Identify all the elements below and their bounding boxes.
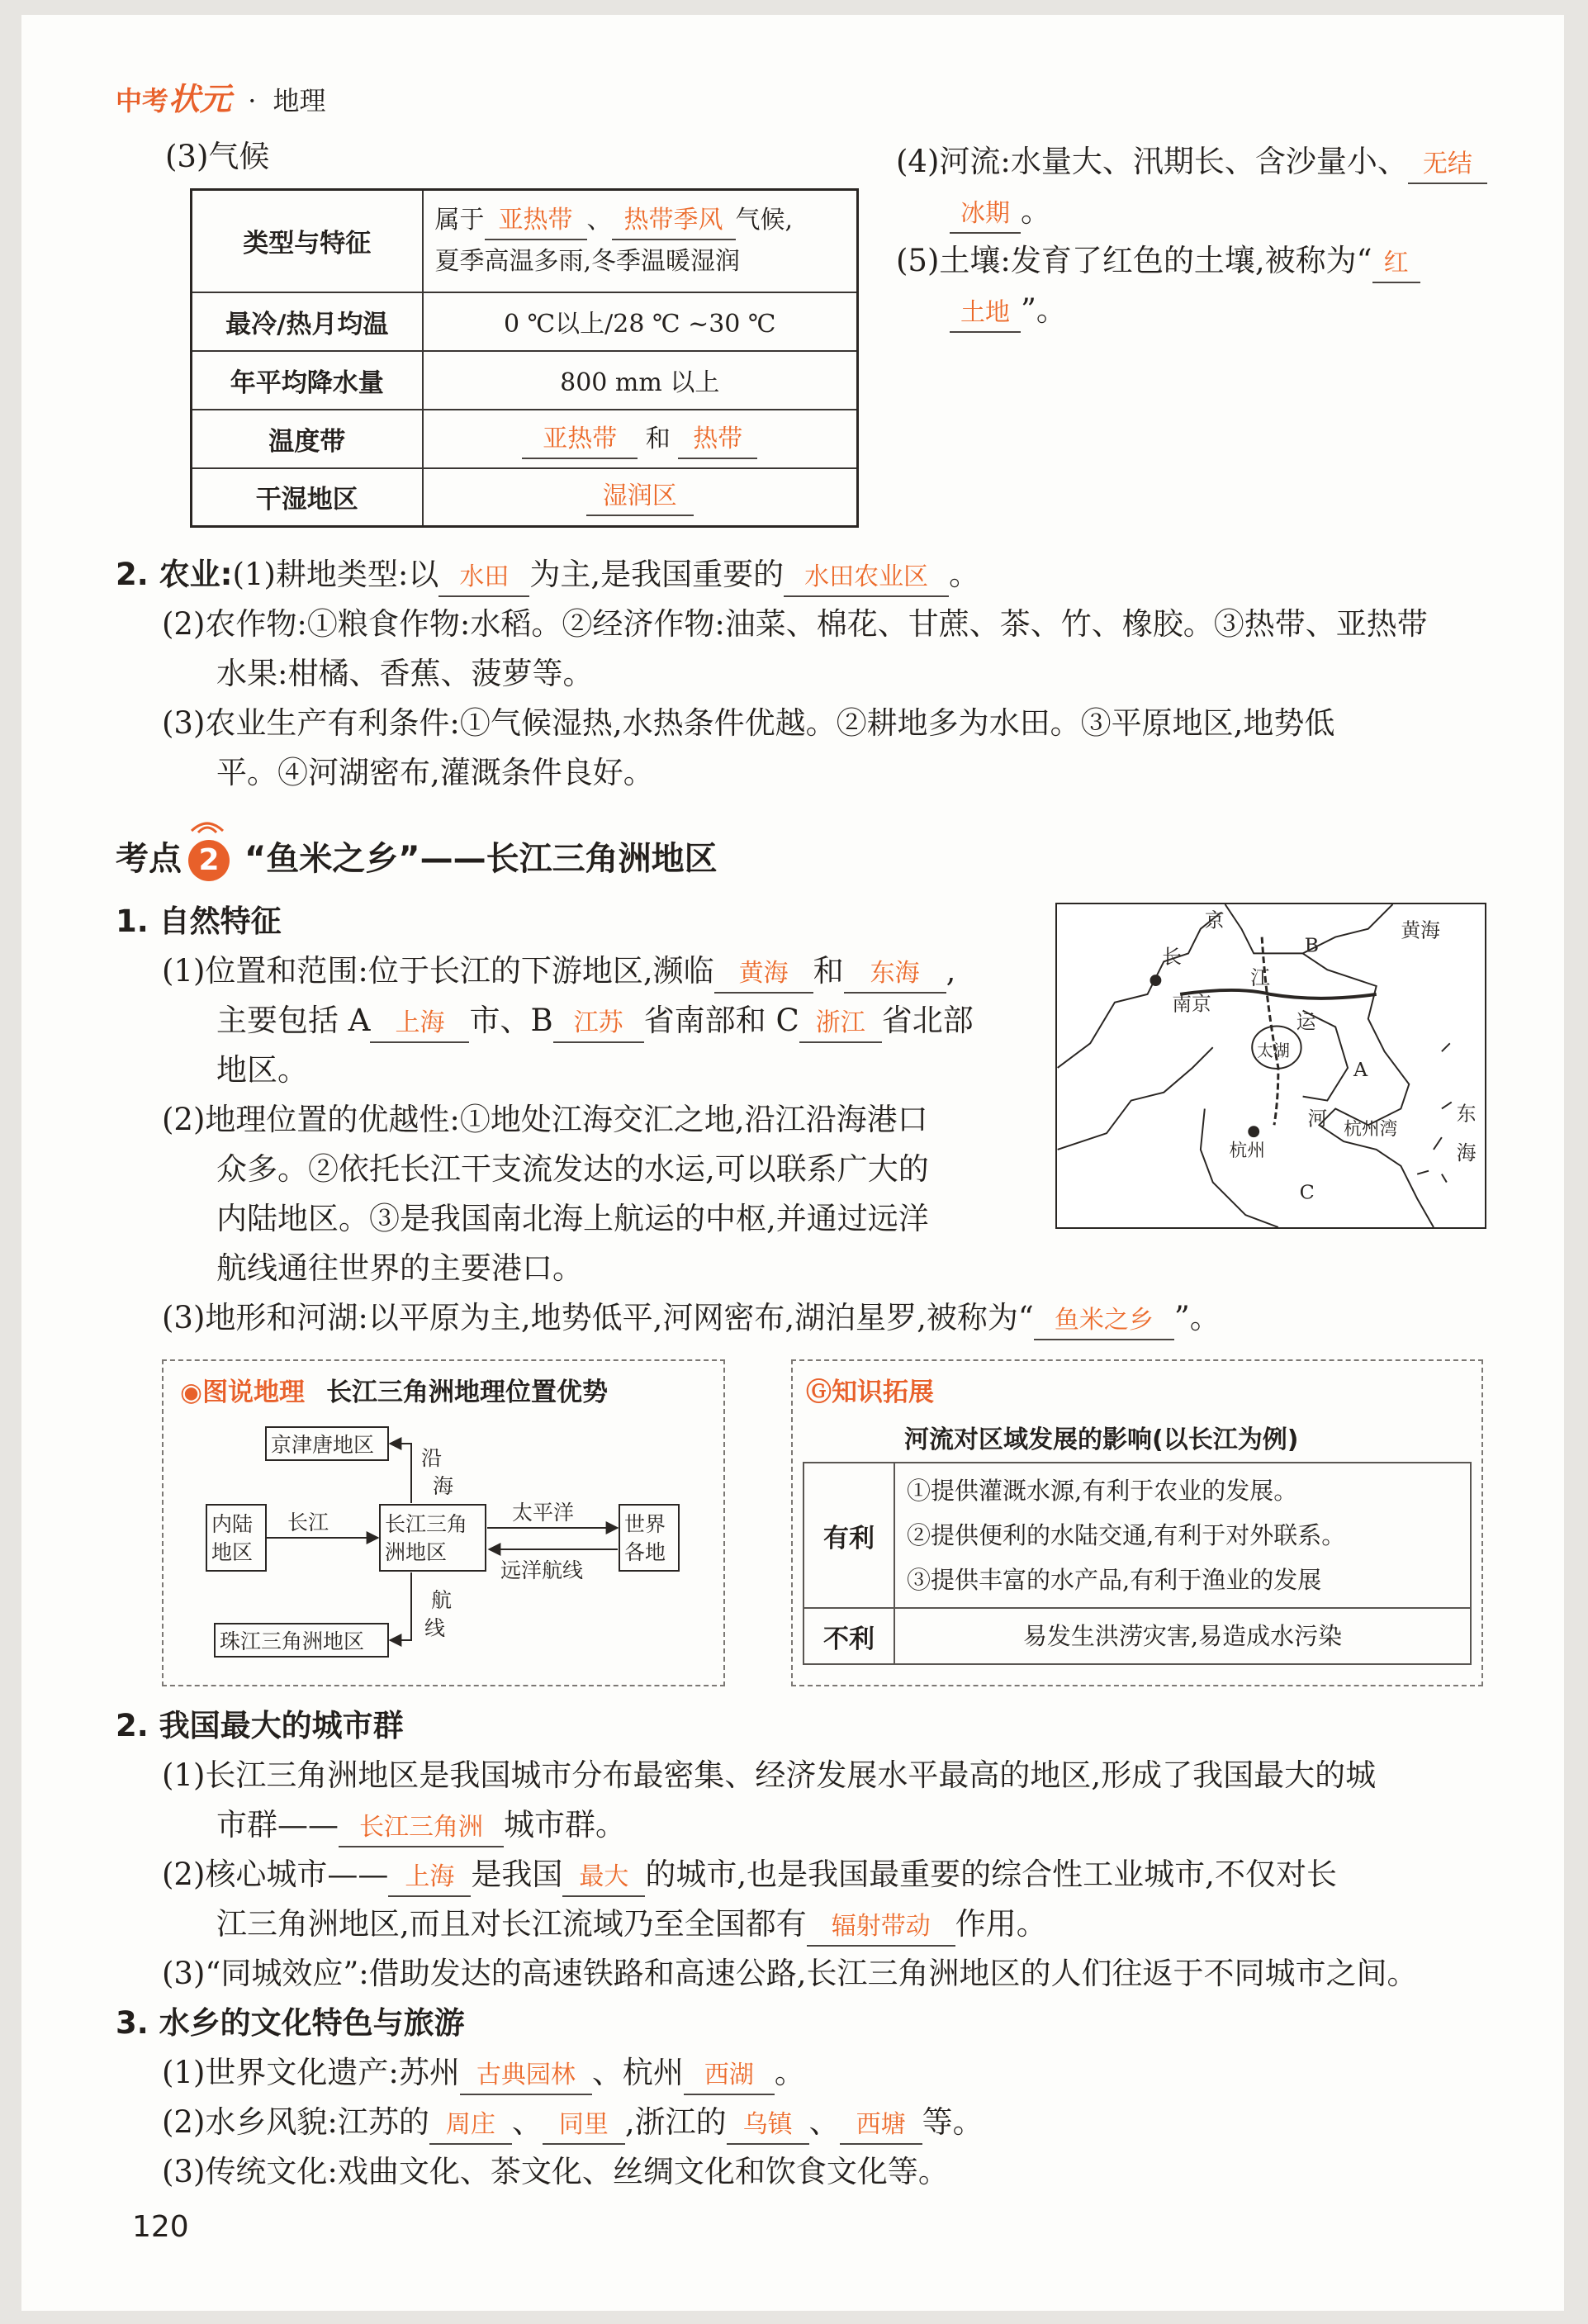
page-header bbox=[116, 79, 326, 121]
node-label: 长江三角 bbox=[385, 1512, 468, 1536]
table-key: 年平均降水量 bbox=[192, 351, 423, 410]
climate-label: (3)气候 bbox=[165, 139, 270, 174]
text: ,浙江的 bbox=[624, 2104, 727, 2140]
table-row bbox=[192, 292, 858, 351]
city-line-1: (1)长江三角洲地区是我国城市分布最密集、经济发展水平最高的地区,形成了我国最大的城 bbox=[162, 1757, 1377, 1793]
text: 的城市,也是我国最重要的综合性工业城市,不仅对长 bbox=[645, 1857, 1337, 1892]
map-label: B bbox=[1304, 933, 1320, 957]
map-label: 杭州湾 bbox=[1344, 1119, 1398, 1141]
brand-text: 中考 bbox=[116, 85, 169, 116]
subject-label: 地理 bbox=[273, 85, 326, 116]
table-value: 易发生洪涝灾害,易造成水污染 bbox=[894, 1608, 1471, 1664]
header-dot: · bbox=[248, 85, 257, 116]
table-key: 最冷/热月均温 bbox=[192, 292, 423, 351]
text: (1)世界文化遗产:苏州 bbox=[162, 2055, 460, 2090]
text: 、 bbox=[511, 2104, 543, 2140]
answer-blank: 上海 bbox=[388, 1859, 471, 1897]
table-key: 不利 bbox=[803, 1608, 894, 1664]
hangzhou-marker bbox=[1249, 1126, 1259, 1136]
text: (4)河流:水量大、汛期长、含沙量小、 bbox=[896, 144, 1408, 179]
nature-line-6: 内陆地区。③是我国南北海上航运的中枢,并通过远洋 bbox=[216, 1201, 929, 1236]
culture-line-2 bbox=[162, 2098, 984, 2147]
answer-blank: 黄海 bbox=[714, 956, 813, 994]
table-key: 温度带 bbox=[192, 410, 423, 468]
table-value bbox=[423, 190, 858, 292]
text: (1)耕地类型:以 bbox=[232, 557, 439, 592]
culture-title: 3. 水乡的文化特色与旅游 bbox=[116, 2005, 465, 2041]
map-label: 东 bbox=[1456, 1102, 1477, 1126]
city-line-2 bbox=[216, 1800, 626, 1850]
nature-line-5: 众多。②依托长江干支流发达的水运,可以联系广大的 bbox=[216, 1151, 929, 1187]
text: ”。 bbox=[1173, 1300, 1221, 1335]
map-label: 黄海 bbox=[1401, 918, 1440, 942]
province-border bbox=[1058, 913, 1221, 1068]
islands bbox=[1417, 1043, 1452, 1182]
answer-blank: 浙江 bbox=[799, 1005, 882, 1043]
city-title: 2. 我国最大的城市群 bbox=[116, 1708, 404, 1743]
answer-blank: 乌镇 bbox=[727, 2107, 809, 2145]
text: 属于 bbox=[434, 205, 485, 235]
answer-blank: 亚热带 bbox=[485, 202, 587, 240]
table-value bbox=[894, 1463, 1471, 1608]
map-label: 河 bbox=[1307, 1107, 1328, 1131]
extension-title: 河流对区域发展的影响(以长江为例) bbox=[904, 1425, 1299, 1454]
table-value: 800 mm 以上 bbox=[423, 351, 858, 410]
nature-line-4: (2)地理位置的优越性:①地处江海交汇之地,沿江沿海港口 bbox=[162, 1102, 928, 1137]
agri-line-5: 平。④河湖密布,灌溉条件良好。 bbox=[216, 755, 654, 790]
list-item: ②提供便利的水陆交通,有利于对外联系。 bbox=[907, 1521, 1346, 1549]
map-label: 太湖 bbox=[1257, 1041, 1290, 1061]
answer-blank: 辐射带动 bbox=[807, 1909, 955, 1947]
nature-line-8 bbox=[162, 1293, 1221, 1343]
map-label: 京 bbox=[1204, 908, 1225, 932]
text: (5)土壤:发育了红色的土壤,被称为“ bbox=[896, 243, 1372, 278]
answer-blank: 江苏 bbox=[553, 1005, 644, 1043]
map-svg bbox=[1057, 904, 1485, 1227]
kaodian-number: 2 bbox=[188, 840, 230, 881]
nature-line-2 bbox=[216, 996, 974, 1046]
map-label: 江 bbox=[1250, 966, 1271, 990]
edge-label: 航 bbox=[431, 1588, 453, 1612]
map-label: 海 bbox=[1456, 1141, 1477, 1164]
province-border bbox=[1201, 1108, 1278, 1227]
text: 和 bbox=[645, 424, 671, 453]
text: 、 bbox=[808, 2104, 840, 2140]
culture-line-3: (3)传统文化:戏曲文化、茶文化、丝绸文化和饮食文化等。 bbox=[162, 2154, 949, 2189]
nature-title: 1. 自然特征 bbox=[116, 904, 282, 939]
text: 和 bbox=[813, 953, 844, 989]
node-label: 各地 bbox=[624, 1540, 666, 1564]
answer-blank: 热带季风 bbox=[612, 202, 736, 240]
answer-blank: 鱼米之乡 bbox=[1034, 1302, 1174, 1340]
table-row bbox=[192, 351, 858, 410]
table-row bbox=[192, 410, 858, 468]
signal-icon bbox=[187, 814, 228, 834]
edge-label: 长江 bbox=[287, 1511, 329, 1534]
text: 为主,是我国重要的 bbox=[529, 557, 785, 592]
answer-blank: 周庄 bbox=[429, 2107, 512, 2145]
kaodian-heading bbox=[116, 834, 718, 884]
answer-blank: 亚热带 bbox=[522, 421, 638, 459]
climate-table bbox=[190, 188, 859, 528]
node-label: 地区 bbox=[211, 1540, 254, 1564]
answer-blank: 东海 bbox=[844, 956, 946, 994]
edge-label: 远洋航线 bbox=[500, 1558, 584, 1582]
city-line-3 bbox=[162, 1850, 1337, 1900]
g-logo-icon: Ⓖ bbox=[806, 1378, 832, 1407]
text: 。 bbox=[949, 557, 980, 592]
answer-blank: 西塘 bbox=[840, 2107, 922, 2145]
section-title: 2. 农业: bbox=[116, 557, 233, 592]
answer-blank: 古典园林 bbox=[460, 2057, 592, 2095]
answer-blank: 水田 bbox=[438, 559, 529, 597]
edge-label: 海 bbox=[433, 1474, 454, 1498]
river-line-1 bbox=[896, 137, 1487, 187]
kaodian-label: 考点 bbox=[116, 840, 182, 878]
text: (2)水乡风貌:江苏的 bbox=[162, 2104, 429, 2140]
answer-blank: 无结 bbox=[1408, 146, 1487, 184]
table-key: 有利 bbox=[803, 1463, 894, 1608]
extension-table bbox=[803, 1462, 1472, 1665]
text: (3)地形和河湖:以平原为主,地势低平,河网密布,湖泊星罗,被称为“ bbox=[162, 1300, 1034, 1335]
agri-line-1 bbox=[116, 550, 979, 600]
answer-blank: 上海 bbox=[370, 1005, 469, 1043]
map-label: 运 bbox=[1296, 1010, 1316, 1034]
grand-canal bbox=[1262, 937, 1278, 1126]
text: 夏季高温多雨,冬季温暖湿润 bbox=[434, 246, 741, 276]
node-label: 珠江三角洲地区 bbox=[220, 1629, 365, 1653]
edge-shipping-south bbox=[390, 1572, 411, 1640]
river-line-2 bbox=[950, 187, 1051, 236]
diagram-heading bbox=[180, 1371, 608, 1408]
node-label: 京津唐地区 bbox=[271, 1433, 375, 1457]
page-number: 120 bbox=[132, 2210, 189, 2244]
text: 市、B bbox=[469, 1003, 553, 1038]
table-value bbox=[423, 410, 858, 468]
yangtze-delta-map bbox=[1055, 903, 1486, 1229]
map-label: C bbox=[1299, 1180, 1315, 1204]
edge-label: 沿 bbox=[421, 1446, 443, 1470]
text: (1)位置和范围:位于长江的下游地区,濒临 bbox=[162, 953, 714, 989]
table-row bbox=[192, 468, 858, 527]
map-label: 杭州 bbox=[1229, 1140, 1266, 1161]
text: ”。 bbox=[1021, 292, 1067, 328]
edge-label: 线 bbox=[424, 1616, 446, 1640]
text: , bbox=[946, 953, 956, 989]
map-label: A bbox=[1353, 1057, 1368, 1081]
kaodian-title: “鱼米之乡”——长江三角洲地区 bbox=[244, 840, 718, 878]
text: 。 bbox=[1021, 193, 1051, 229]
node-label: 内陆 bbox=[211, 1512, 254, 1536]
text: 。 bbox=[774, 2055, 805, 2090]
answer-blank: 冰期 bbox=[950, 196, 1021, 234]
text: 气候, bbox=[735, 205, 794, 235]
text: 、杭州 bbox=[591, 2055, 684, 2090]
text: 主要包括 A bbox=[216, 1003, 371, 1038]
text: 、 bbox=[586, 205, 612, 235]
agri-line-2: (2)农作物:①粮食作物:水稻。②经济作物:油菜、棉花、甘蔗、茶、竹、橡胶。③热带、亚热带 bbox=[162, 606, 1428, 642]
map-label: 南京 bbox=[1172, 992, 1211, 1016]
nanjing-marker bbox=[1150, 975, 1160, 985]
province-border bbox=[1058, 1047, 1213, 1150]
text: 等。 bbox=[922, 2104, 984, 2140]
extension-heading bbox=[806, 1371, 934, 1408]
answer-blank: 长江三角洲 bbox=[339, 1809, 504, 1847]
answer-blank: 土地 bbox=[950, 295, 1021, 333]
node-label: 世界 bbox=[624, 1512, 666, 1536]
text: 省南部和 C bbox=[643, 1003, 799, 1038]
answer-blank: 最大 bbox=[562, 1859, 645, 1897]
answer-blank: 同里 bbox=[543, 2107, 625, 2145]
globe-icon: ◉ bbox=[180, 1378, 203, 1407]
flow-diagram bbox=[190, 1414, 710, 1670]
map-label: 长 bbox=[1162, 945, 1183, 969]
culture-line-1 bbox=[162, 2048, 805, 2098]
nature-line-7: 航线通往世界的主要港口。 bbox=[216, 1250, 583, 1286]
answer-blank: 水田农业区 bbox=[784, 559, 949, 597]
list-item: ③提供丰富的水产品,有利于渔业的发展 bbox=[907, 1566, 1322, 1594]
table-value: 0 ℃以上/28 ℃ ~30 ℃ bbox=[423, 292, 858, 351]
node-label: 洲地区 bbox=[385, 1540, 448, 1564]
brand-logo: 状元 bbox=[168, 81, 232, 117]
table-row bbox=[192, 190, 858, 292]
answer-blank: 西湖 bbox=[684, 2057, 775, 2095]
text: 江三角洲地区,而且对长江流域乃至全国都有 bbox=[216, 1906, 807, 1942]
nature-line-3: 地区。 bbox=[216, 1052, 308, 1088]
text: 市群—— bbox=[216, 1807, 339, 1843]
list-item: ①提供灌溉水源,有利于农业的发展。 bbox=[907, 1477, 1298, 1505]
agri-line-3: 水果:柑橘、香蕉、菠萝等。 bbox=[216, 656, 594, 691]
text: (2)核心城市—— bbox=[162, 1857, 389, 1892]
answer-blank: 热带 bbox=[678, 421, 757, 459]
city-line-5: (3)“同城效应”:借助发达的高速铁路和高速公路,长江三角洲地区的人们往返于不同城市之间。 bbox=[162, 1956, 1418, 1991]
answer-blank: 红 bbox=[1372, 245, 1420, 283]
table-key: 干湿地区 bbox=[192, 468, 423, 527]
soil-line-1 bbox=[896, 236, 1420, 286]
table-key: 类型与特征 bbox=[192, 190, 423, 292]
edge-label: 太平洋 bbox=[512, 1501, 575, 1525]
text: 省北部 bbox=[881, 1003, 974, 1038]
box-title: 长江三角洲地理位置优势 bbox=[326, 1378, 609, 1407]
answer-blank: 湿润区 bbox=[586, 478, 694, 516]
table-value bbox=[423, 468, 858, 527]
city-line-4 bbox=[216, 1900, 1047, 1949]
edge-coast-north bbox=[390, 1444, 411, 1503]
box-tag: 图说地理 bbox=[202, 1378, 306, 1407]
nature-line-1 bbox=[162, 946, 955, 996]
soil-line-2 bbox=[950, 286, 1067, 335]
table-row bbox=[803, 1608, 1471, 1664]
text: 是我国 bbox=[471, 1857, 563, 1892]
agri-line-4: (3)农业生产有利条件:①气候湿热,水热条件优越。②耕地多为水田。③平原地区,地势低 bbox=[162, 705, 1335, 741]
text: 作用。 bbox=[955, 1906, 1047, 1942]
text: 城市群。 bbox=[504, 1807, 626, 1843]
table-row bbox=[803, 1463, 1471, 1608]
box-tag: 知识拓展 bbox=[832, 1378, 934, 1407]
